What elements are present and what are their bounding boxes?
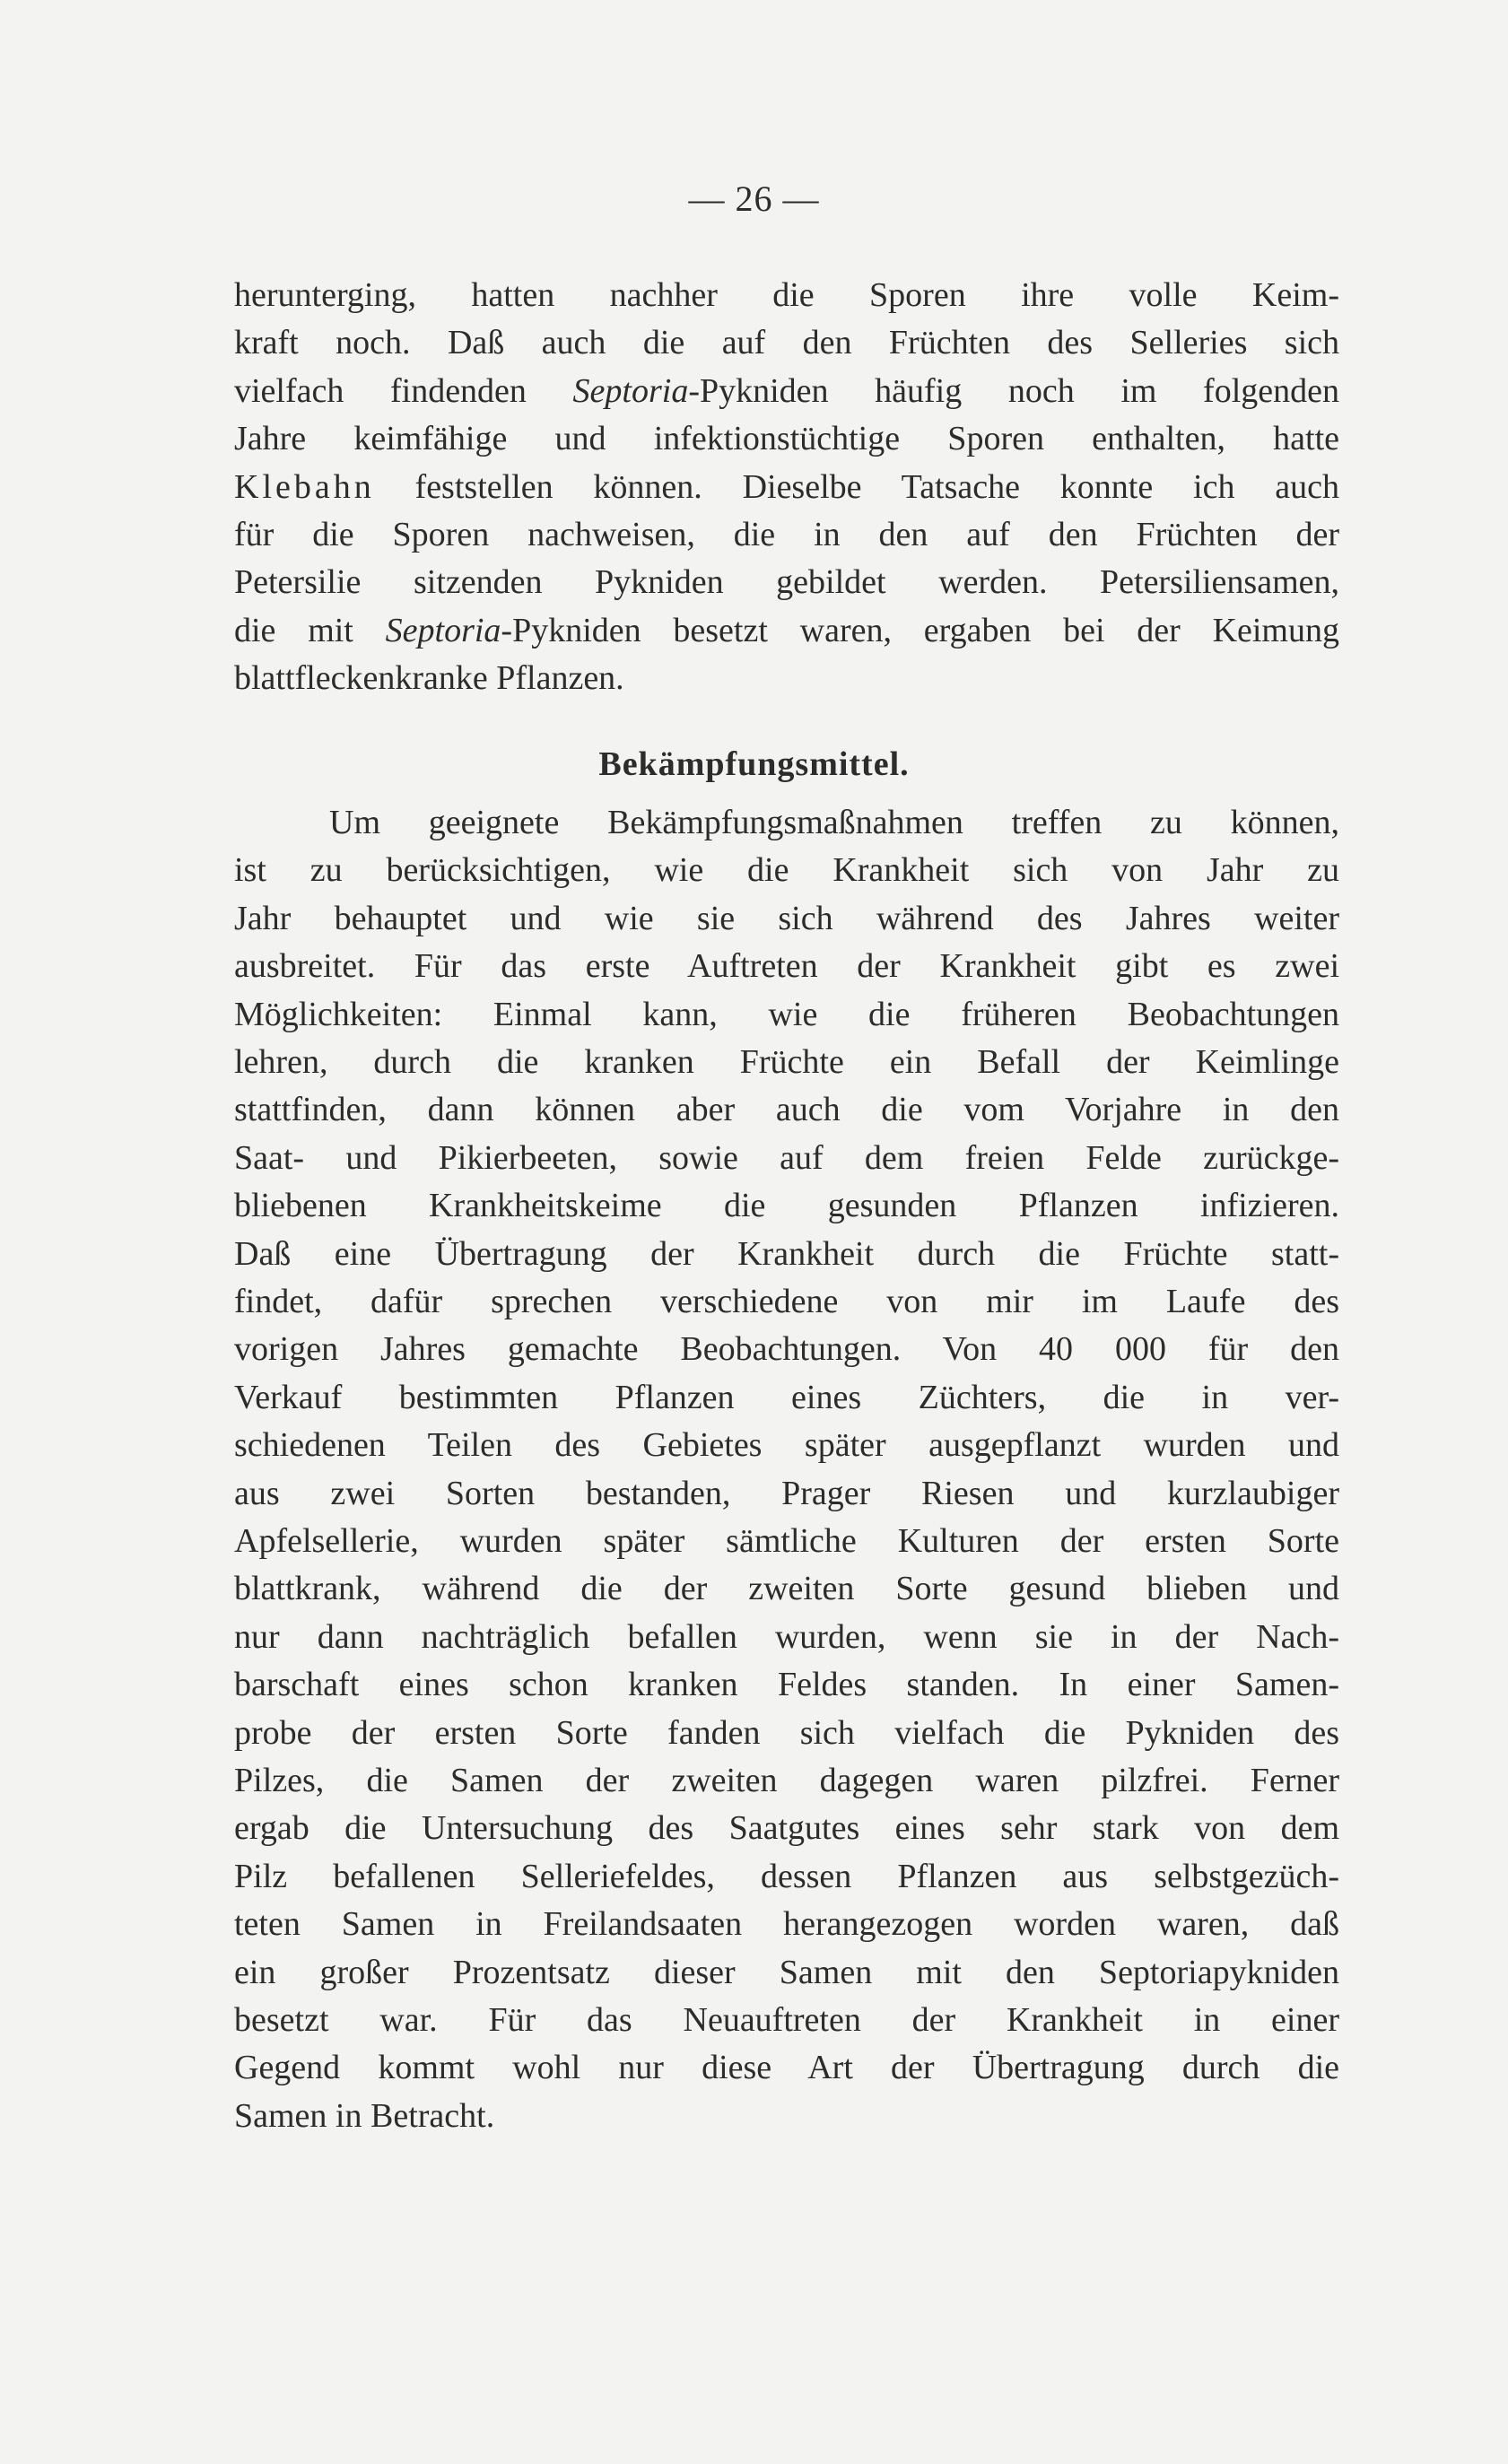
text-segment: vielfach findenden	[234, 371, 573, 410]
text-line	[234, 894, 1339, 943]
text-segment: Samen in Betracht.	[234, 2096, 495, 2135]
text-line	[234, 510, 1339, 559]
text-line	[234, 1660, 1339, 1709]
text-segment: ergab die Untersuchung des Saatgutes eines sehr stark von dem	[234, 1809, 1339, 1848]
text-line	[234, 1469, 1339, 1518]
text-line	[234, 1277, 1339, 1326]
text-line	[234, 367, 1339, 415]
text-segment: aus zwei Sorten bestanden, Prager Riesen und kurzlaubiger	[234, 1474, 1339, 1512]
text-line	[234, 558, 1339, 606]
text-line	[234, 1804, 1339, 1852]
text-segment: bliebenen Krankheitskeime die gesunden Pflanzen infizieren.	[234, 1187, 1339, 1225]
text-line	[234, 1085, 1339, 1134]
text-line	[234, 1373, 1339, 1422]
text-line	[234, 2043, 1339, 2092]
text-segment: stattfinden, dann können aber auch die vom Vorjahre in den	[234, 1091, 1339, 1129]
text-line	[234, 1613, 1339, 1661]
text-segment: teten Samen in Freilandsaaten herangezogen worden waren, daß	[234, 1905, 1339, 1944]
text-line	[234, 1230, 1339, 1278]
text-line	[234, 1421, 1339, 1469]
text-line	[234, 1756, 1339, 1805]
text-line	[234, 606, 1339, 655]
text-segment: vorigen Jahres gemachte Beobachtungen. Von 40 000 für den	[234, 1330, 1339, 1369]
text-segment: die mit	[234, 611, 386, 649]
text-segment: für die Sporen nachweisen, die in den auf den Früchten der	[234, 516, 1339, 553]
text-line	[234, 990, 1339, 1039]
text-line	[234, 1900, 1339, 1948]
text-segment: nur dann nachträglich befallen wurden, wenn sie in der Nach-	[234, 1617, 1339, 1656]
text-segment: ausbreitet. Für das erste Auftreten der Krankheit gibt es zwei	[234, 947, 1339, 986]
text-segment: probe der ersten Sorte fanden sich vielfach die Pykniden des	[234, 1713, 1339, 1752]
text-line	[234, 414, 1339, 463]
text-segment: lehren, durch die kranken Früchte ein Befall der Keimlinge	[234, 1043, 1339, 1081]
text-segment: Möglichkeiten: Einmal kann, wie die früheren Beobachtungen	[234, 995, 1339, 1033]
section-heading: Bekämpfungsmittel.	[598, 745, 910, 783]
text-line	[234, 1134, 1339, 1182]
text-line	[234, 1325, 1339, 1373]
text-line	[234, 1996, 1339, 2044]
text-line	[234, 1517, 1339, 1565]
text-line	[234, 942, 1339, 990]
text-segment: ein großer Prozentsatz dieser Samen mit den Septoriapykniden	[234, 1953, 1339, 1991]
text-segment: Apfelsellerie, wurden später sämtliche Kulturen der ersten Sorte	[234, 1522, 1339, 1560]
text-line	[234, 318, 1339, 367]
text-segment: Jahr behauptet und wie sie sich während des Jahres weiter	[234, 899, 1339, 937]
text-line	[234, 1948, 1339, 1997]
text-segment: ist zu berücksichtigen, wie die Krankheit sich von Jahr zu	[234, 851, 1339, 890]
text-segment: -Pykniden häufig noch im folgenden	[688, 371, 1340, 410]
text-segment: Verkauf bestimmten Pflanzen eines Züchters, die in ver-	[234, 1378, 1339, 1416]
text-segment: blattfleckenkranke Pflanzen.	[234, 659, 624, 698]
text-segment: findet, dafür sprechen verschiedene von mir im Laufe des	[234, 1283, 1339, 1320]
text-segment: feststellen können. Dieselbe Tatsache konnte ich auch	[374, 467, 1339, 506]
text-segment: Um geeignete Bekämpfungsmaßnahmen treffen zu können,	[329, 804, 1339, 841]
text-line	[234, 1709, 1339, 1757]
text-line	[234, 271, 1339, 319]
spaced-name: Klebahn	[234, 467, 375, 506]
text-segment: Petersilie sitzenden Pykniden gebildet werden. Petersiliensamen,	[234, 563, 1339, 602]
text-segment: schiedenen Teilen des Gebietes später ausgepflanzt wurden und	[234, 1426, 1339, 1465]
text-line	[329, 798, 1339, 847]
text-line	[234, 2092, 1339, 2140]
text-segment: Daß eine Übertragung der Krankheit durch die Früchte statt-	[234, 1234, 1339, 1273]
italic-term: Septoria	[572, 371, 689, 410]
text-line	[234, 1181, 1339, 1230]
text-segment: barschaft eines schon kranken Feldes standen. In einer Samen-	[234, 1666, 1339, 1704]
text-segment: Pilzes, die Samen der zweiten dagegen waren pilzfrei. Ferner	[234, 1762, 1339, 1799]
text-segment: blattkrank, während die der zweiten Sorte gesund blieben und	[234, 1570, 1339, 1608]
text-segment: Pilz befallenen Selleriefeldes, dessen Pflanzen aus selbstgezüch-	[234, 1857, 1339, 1895]
text-segment: -Pykniden besetzt waren, ergaben bei der Keimung	[501, 611, 1339, 649]
text-line	[234, 1564, 1339, 1613]
text-segment: Gegend kommt wohl nur diese Art der Übertragung durch die	[234, 2049, 1339, 2087]
text-segment: herunterging, hatten nachher die Sporen ihre volle Keim-	[234, 276, 1339, 314]
text-segment: kraft noch. Daß auch die auf den Früchten des Selleries sich	[234, 324, 1339, 362]
text-line	[234, 1852, 1339, 1901]
italic-term: Septoria	[385, 611, 501, 649]
text-line	[234, 463, 1339, 511]
text-segment: Jahre keimfähige und infektionstüchtige Sporen enthalten, hatte	[234, 420, 1339, 458]
text-line	[234, 1038, 1339, 1086]
text-line	[234, 846, 1339, 894]
text-segment: Saat- und Pikierbeeten, sowie auf dem freien Felde zurückge-	[234, 1138, 1339, 1177]
page-number: — 26 —	[688, 178, 820, 219]
text-line	[234, 654, 1339, 702]
text-segment: besetzt war. Für das Neuauftreten der Krankheit in einer	[234, 2001, 1339, 2039]
